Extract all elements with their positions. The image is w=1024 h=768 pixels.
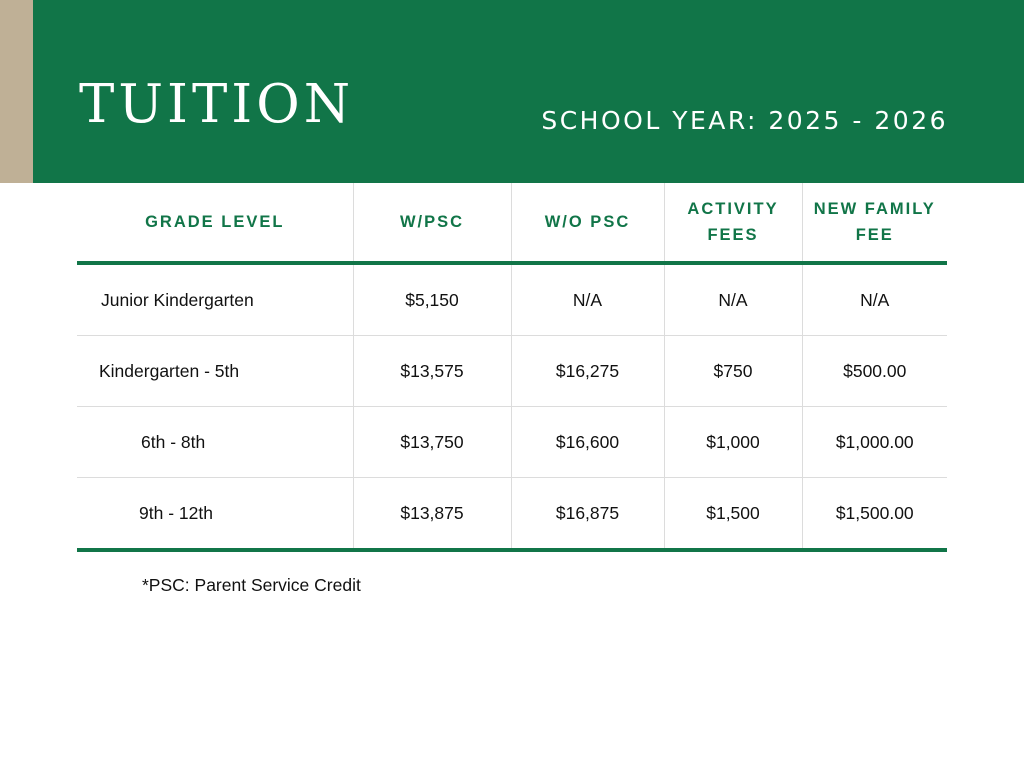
column-header-activity-fees: ACTIVITY FEES bbox=[664, 183, 802, 263]
grade-level-cell: Junior Kindergarten bbox=[77, 263, 353, 336]
with-psc-cell: $13,575 bbox=[353, 336, 511, 407]
grade-level-cell: 9th - 12th bbox=[77, 478, 353, 551]
activity-fees-cell: N/A bbox=[664, 263, 802, 336]
new-family-fee-cell: N/A bbox=[802, 263, 947, 336]
school-year-label: SCHOOL YEAR: 2025 - 2026 bbox=[541, 106, 948, 135]
tuition-table-container bbox=[77, 183, 947, 552]
without-psc-cell: $16,875 bbox=[511, 478, 664, 551]
new-family-fee-cell: $1,500.00 bbox=[802, 478, 947, 551]
with-psc-cell: $13,750 bbox=[353, 407, 511, 478]
with-psc-cell: $5,150 bbox=[353, 263, 511, 336]
new-family-fee-cell: $500.00 bbox=[802, 336, 947, 407]
activity-fees-cell: $750 bbox=[664, 336, 802, 407]
grade-level-cell: 6th - 8th bbox=[77, 407, 353, 478]
without-psc-cell: N/A bbox=[511, 263, 664, 336]
column-header-with-psc: W/PSC bbox=[353, 183, 511, 263]
page-title: TUITION bbox=[79, 74, 355, 135]
tuition-table bbox=[77, 183, 947, 552]
activity-fees-cell: $1,000 bbox=[664, 407, 802, 478]
accent-bar bbox=[0, 0, 33, 183]
table-row bbox=[77, 263, 947, 336]
new-family-fee-cell: $1,000.00 bbox=[802, 407, 947, 478]
grade-level-cell: Kindergarten - 5th bbox=[77, 336, 353, 407]
psc-footnote: *PSC: Parent Service Credit bbox=[142, 575, 361, 595]
without-psc-cell: $16,275 bbox=[511, 336, 664, 407]
column-header-without-psc: W/O PSC bbox=[511, 183, 664, 263]
table-row bbox=[77, 336, 947, 407]
table-row bbox=[77, 478, 947, 551]
header-banner bbox=[33, 0, 1024, 183]
column-header-new-family-fee: NEW FAMILY FEE bbox=[802, 183, 947, 263]
table-row bbox=[77, 407, 947, 478]
without-psc-cell: $16,600 bbox=[511, 407, 664, 478]
column-header-grade-level: GRADE LEVEL bbox=[77, 183, 353, 263]
table-header-row bbox=[77, 183, 947, 263]
activity-fees-cell: $1,500 bbox=[664, 478, 802, 551]
with-psc-cell: $13,875 bbox=[353, 478, 511, 551]
